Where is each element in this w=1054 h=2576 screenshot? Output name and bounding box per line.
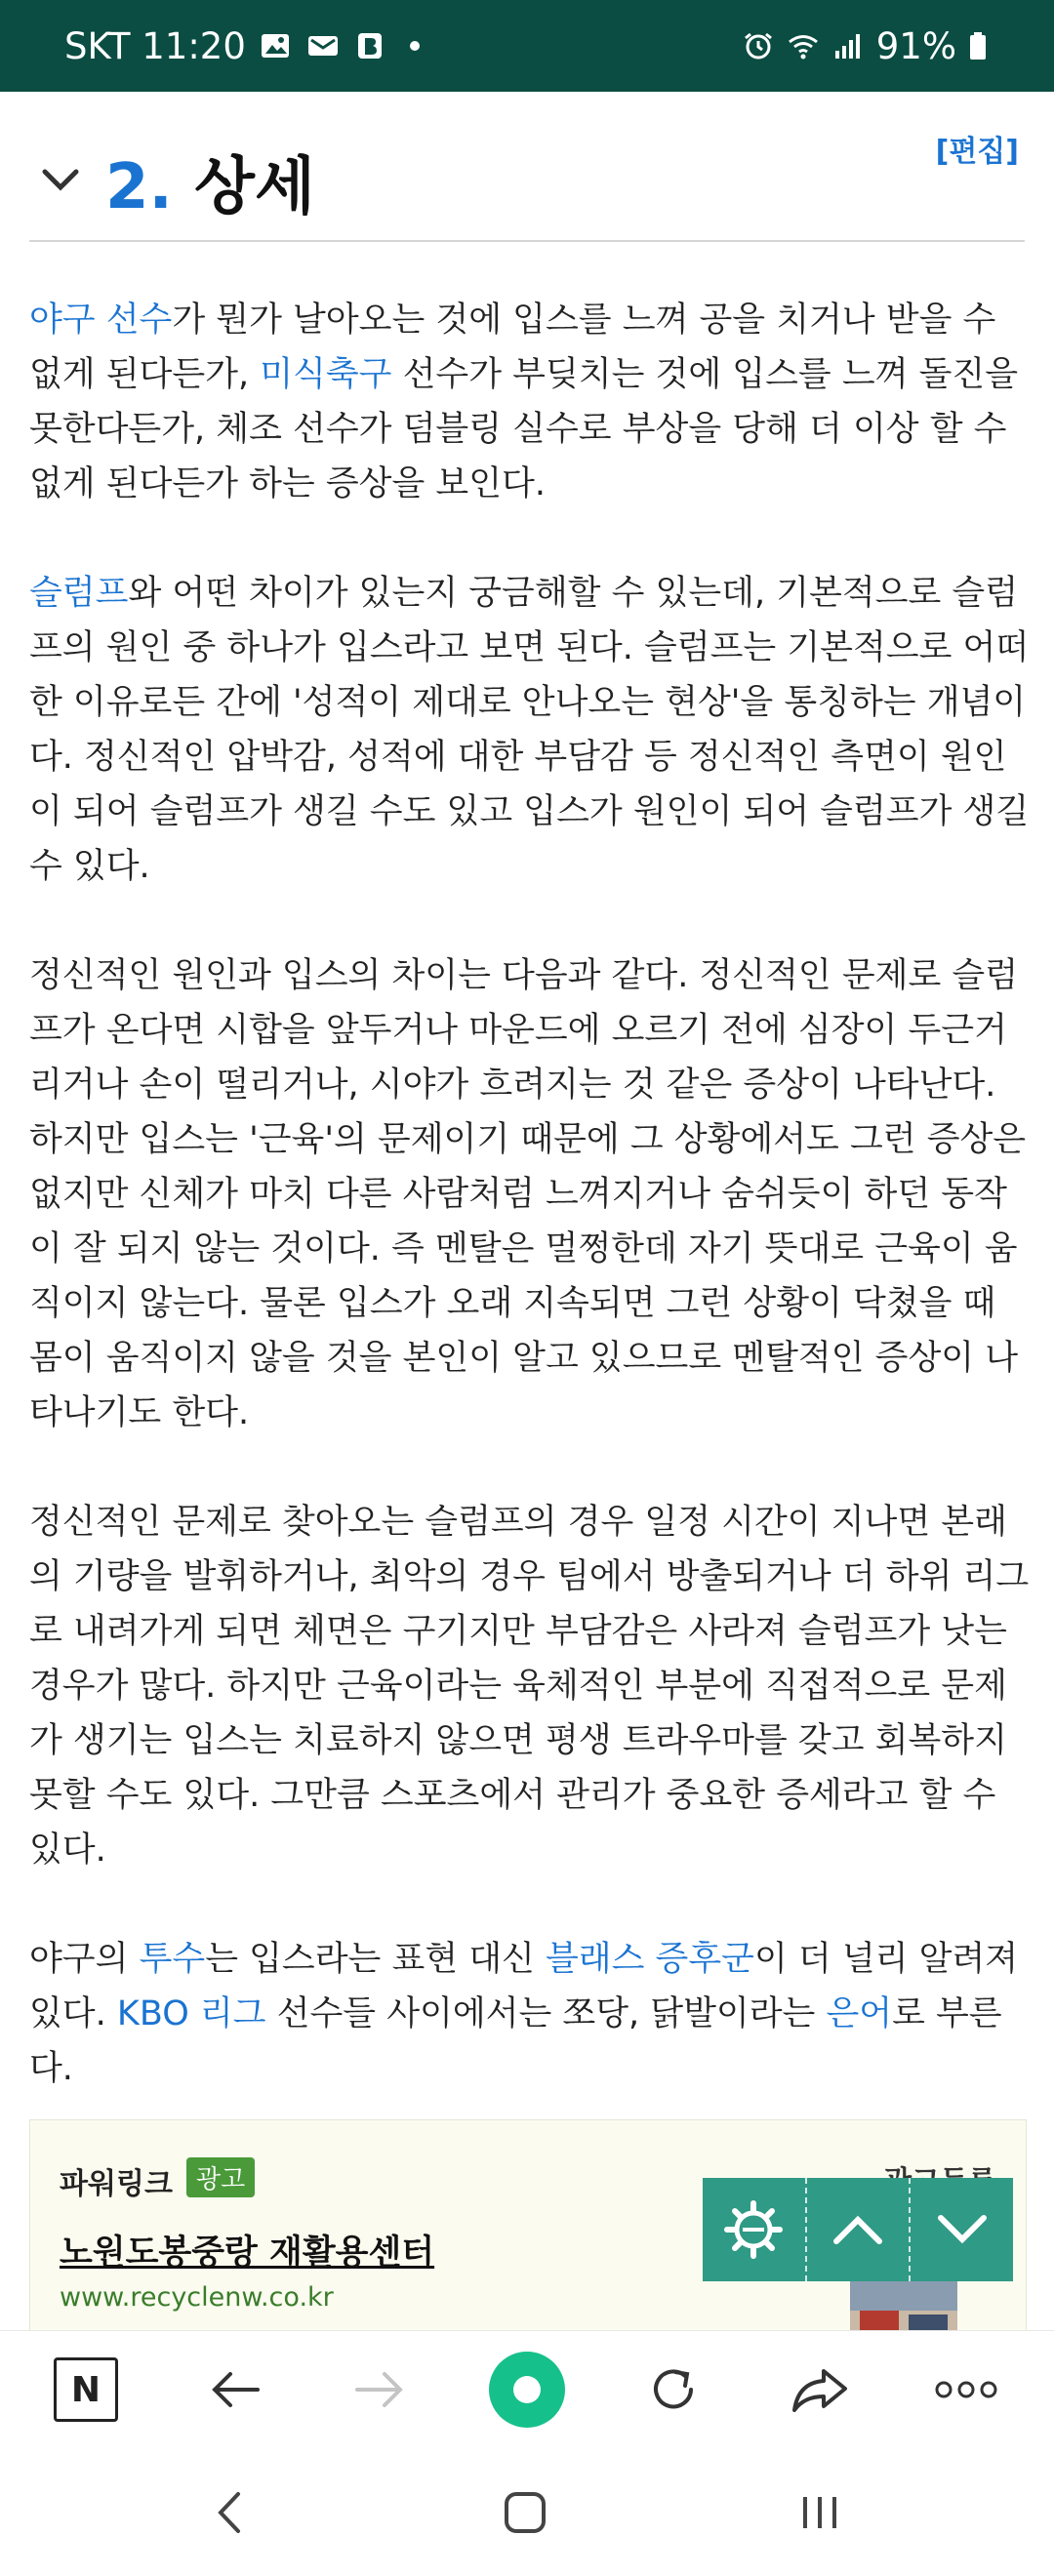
nav-recents-button[interactable]: [781, 2449, 859, 2576]
share-icon: [790, 2365, 849, 2414]
ad-badge: 광고: [186, 2157, 255, 2197]
section-number: 2.: [105, 151, 173, 223]
floating-toolbar: [703, 2178, 1013, 2281]
link-slump[interactable]: 슬럼프: [29, 574, 129, 613]
browser-bottom-bar: [0, 2330, 1054, 2448]
mail-icon: [306, 31, 340, 60]
text: 선수들 사이에서는 쪼당, 닭발이라는: [265, 1994, 827, 2033]
notification-dot: [410, 41, 420, 51]
naver-home-button[interactable]: [47, 2331, 125, 2448]
more-dots-icon: [934, 2378, 998, 2401]
article-content: [29, 293, 1030, 2151]
link-american-football[interactable]: 미식축구: [260, 355, 392, 394]
text: 선수가 부딪치는 것에 입스를 느껴 돌진을 못한다든가, 체조 선수가 덤블링 실수로 부상을 당해 더 이상 할 수 없게 된다든가 하는 증상을 보인다.: [29, 355, 1019, 503]
scroll-down-button[interactable]: [911, 2178, 1013, 2281]
nav-home-icon: [503, 2490, 547, 2535]
wifi-icon: [787, 31, 820, 60]
share-button[interactable]: [781, 2331, 859, 2448]
green-dot-icon: [489, 2352, 565, 2428]
gallery-icon: [260, 31, 293, 60]
nav-home-button[interactable]: [486, 2449, 564, 2576]
link-slang[interactable]: 은어: [826, 1994, 893, 2033]
nav-back-icon: [215, 2490, 244, 2535]
section-header: [29, 127, 1025, 244]
section-divider: [29, 240, 1025, 242]
settings-button[interactable]: [703, 2178, 807, 2281]
status-bar: [0, 0, 1054, 92]
scroll-up-button[interactable]: [807, 2178, 912, 2281]
signal-icon: [831, 31, 865, 60]
green-dot-button[interactable]: [488, 2331, 566, 2448]
edit-link[interactable]: [편집]: [935, 135, 1019, 169]
ad-url[interactable]: www.recyclenw.co.kr: [60, 2282, 334, 2313]
paragraph-2: [29, 566, 1030, 894]
text: 와 어떤 차이가 있는지 궁금해할 수 있는데, 기본적으로 슬럼프의 원인 중 하나가 입스라고 보면 된다. 슬럼프는 기본적으로 어떠한 이유로든 간에 '성적이 제대로 안나오는 현상'을 통칭하는 개념이다. 정신적인 압박감, 성적에 대한 부담감 등 정신적인 측면이 원인이 되어 슬럼프가 생길 수도 있고 입스가 원인이 되어 슬럼프가 생길 수 있다.: [29, 574, 1030, 886]
status-right: [742, 0, 988, 92]
text: 로 부른다.: [29, 1994, 1002, 2088]
status-left: [64, 0, 420, 92]
battery-percent: 91%: [875, 24, 956, 67]
refresh-button[interactable]: [634, 2331, 712, 2448]
chevron-down-icon[interactable]: [39, 158, 82, 201]
nav-back-button[interactable]: [190, 2449, 268, 2576]
arrow-right-icon: [353, 2368, 408, 2411]
android-navigation-bar: [0, 2449, 1054, 2576]
text: 는 입스라는 표현 대신: [205, 1940, 546, 1979]
gear-icon: [723, 2199, 784, 2260]
link-kbo-league[interactable]: KBO 리그: [116, 1994, 266, 2033]
paragraph-1: [29, 293, 1030, 511]
paragraph-3: 정신적인 원인과 입스의 차이는 다음과 같다. 정신적인 문제로 슬럼프가 온다면 시합을 앞두거나 마운드에 오르기 전에 심장이 두근거리거나 손이 떨리거나, 시야가 흐려지는 것 같은 증상이 나타난다. 하지만 입스는 '근육'의 문제이기 때문에 그 상황에서도 그런 증상은 없지만 신체가 마치 다른 사람처럼 느껴지거나 숨쉬듯이 하던 동작이 잘 되지 않는 것이다. 즉 멘탈은 멀쩡한데 자기 뜻대로 근육이 움직이지 않는다. 물론 입스가 오래 지속되면 그런 상황이 닥쳤을 때 몸이 움직이지 않을 것을 본인이 알고 있으므로 멘탈적인 증상이 나타나기도 한다.: [29, 956, 1027, 1432]
link-pitcher[interactable]: 투수: [139, 1940, 206, 1979]
n-logo-icon: N: [54, 2357, 118, 2422]
back-button[interactable]: [195, 2331, 273, 2448]
refresh-icon: [646, 2362, 701, 2417]
paragraph-4: 정신적인 문제로 찾아오는 슬럼프의 경우 일정 시간이 지나면 본래의 기량을 발휘하거나, 최악의 경우 팀에서 방출되거나 더 하위 리그로 내려가게 되면 체면은 구기지만 부담감은 사라져 슬럼프가 낫는 경우가 많다. 하지만 근육이라는 육체적인 부분에 직접적으로 문제가 생기는 입스는 치료하지 않으면 평생 트라우마를 갖고 회복하지 못할 수도 있다. 그만큼 스포츠에서 관리가 중요한 증세라고 할 수 있다.: [29, 1503, 1030, 1870]
section-title: [105, 137, 315, 226]
forward-button[interactable]: [342, 2331, 420, 2448]
link-baseball-player[interactable]: 야구 선수: [29, 301, 173, 340]
link-blass-syndrome[interactable]: 블래스 증후군: [545, 1940, 754, 1979]
chevron-down-icon: [935, 2210, 990, 2249]
arrow-left-icon: [207, 2368, 262, 2411]
carrier-time: SKT 11:20: [64, 24, 246, 67]
paragraph-5: [29, 1932, 1030, 2096]
section-title-text: 상세: [194, 151, 315, 223]
text: 야구의: [29, 1940, 140, 1979]
battery-icon: [968, 31, 988, 60]
ad-label: 파워링크: [60, 2167, 173, 2201]
text: 이 더 널리 알려져 있다.: [29, 1940, 1019, 2033]
b-app-icon: [353, 31, 386, 60]
chevron-up-icon: [831, 2210, 885, 2249]
text: 가 뭔가 날아오는 것에 입스를 느껴 공을 치거나 받을 수 없게 된다든가,: [29, 301, 996, 394]
more-button[interactable]: [927, 2331, 1005, 2448]
alarm-icon: [742, 31, 775, 60]
nav-recents-icon: [797, 2493, 842, 2532]
ad-title-link[interactable]: 노원도봉중랑 재활용센터: [60, 2234, 435, 2273]
